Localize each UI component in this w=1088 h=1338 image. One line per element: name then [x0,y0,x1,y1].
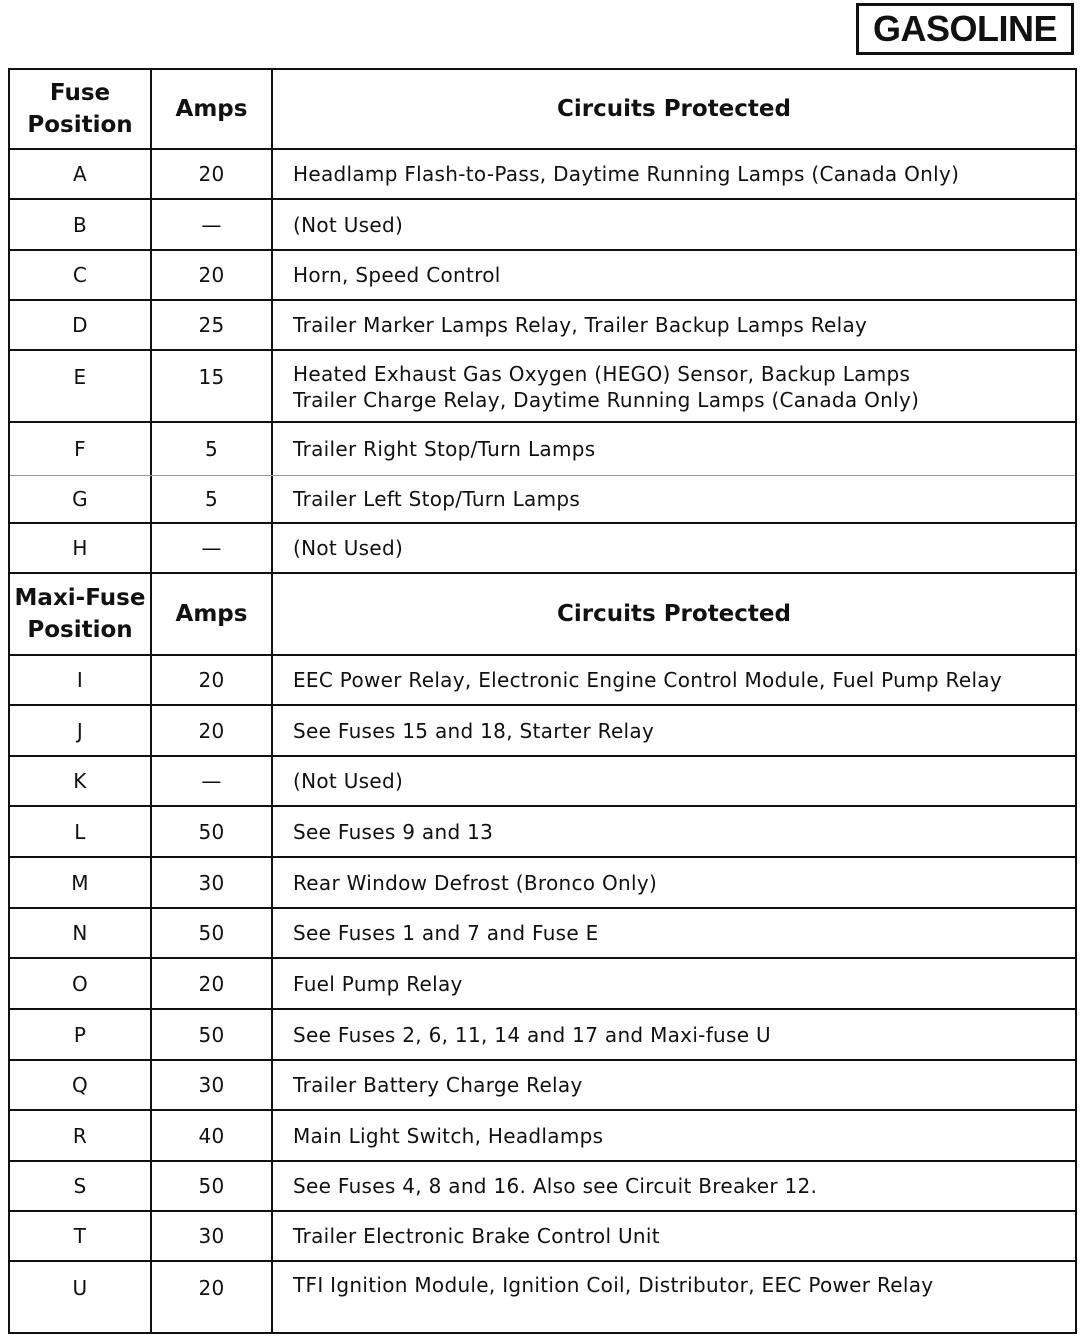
circuits-cell: Horn, Speed Control [293,263,501,287]
position-cell: P [10,1010,152,1059]
table-row [10,251,1075,301]
amps-cell: 15 [152,351,273,421]
header-line: Position [27,112,133,138]
table-row [10,858,1075,909]
position-cell: D [10,301,152,349]
table-row [10,757,1075,807]
maxi-fuse-header-row [10,574,1075,656]
circuits-cell: (Not Used) [293,536,404,560]
amps-cell: 20 [152,959,273,1008]
table-row [10,150,1075,200]
circuits-cell: EEC Power Relay, Electronic Engine Control Module, Fuel Pump Relay [293,668,1002,692]
amps-cell: 50 [152,807,273,856]
table-row [10,476,1075,524]
circuits-cell: Fuel Pump Relay [293,971,463,996]
header-line: Position [27,617,133,643]
table-row [10,959,1075,1010]
amps-cell: 20 [152,251,273,299]
table-row [10,524,1075,574]
circuits-cell: Trailer Electronic Brake Control Unit [293,1224,660,1248]
table-row [10,1010,1075,1061]
table-row [10,909,1075,959]
circuits-line: Trailer Charge Relay, Daytime Running Lamps (Canada Only) [293,388,920,412]
position-cell: B [10,200,152,249]
circuits-cell: (Not Used) [293,769,404,793]
gasoline-badge: GASOLINE [856,3,1074,55]
position-cell: K [10,757,152,805]
position-cell: E [10,351,152,421]
amps-cell: 20 [152,656,273,704]
table-row [10,1262,1075,1332]
circuits-header: Circuits Protected [557,601,791,627]
position-cell: Q [10,1061,152,1109]
position-cell: J [10,706,152,755]
circuits-cell: See Fuses 9 and 13 [293,819,494,844]
header-line: Maxi-Fuse [14,585,146,611]
circuits-cell [273,351,1075,421]
amps-header: Amps [152,574,273,654]
position-cell: C [10,251,152,299]
table-row [10,351,1075,423]
table-row [10,423,1075,476]
amps-cell: — [152,524,273,572]
header-line: Fuse [49,80,111,106]
amps-cell: 25 [152,301,273,349]
circuits-cell: See Fuses 4, 8 and 16. Also see Circuit Breaker 12. [293,1174,818,1198]
position-cell: M [10,858,152,907]
table-row [10,706,1075,757]
position-cell: I [10,656,152,704]
amps-cell: 20 [152,150,273,198]
position-cell: N [10,909,152,957]
amps-cell: 50 [152,1010,273,1059]
circuits-cell: Trailer Marker Lamps Relay, Trailer Backup Lamps Relay [293,313,868,337]
position-cell: H [10,524,152,572]
amps-cell: 50 [152,1162,273,1210]
position-cell: R [10,1111,152,1160]
position-cell: F [10,423,152,475]
circuits-cell: Main Light Switch, Headlamps [293,1123,604,1148]
amps-cell: 5 [152,476,273,522]
circuits-cell: Trailer Left Stop/Turn Lamps [293,487,581,511]
table-row [10,807,1075,858]
circuits-cell: Trailer Battery Charge Relay [293,1073,583,1097]
circuits-cell: Headlamp Flash-to-Pass, Daytime Running Lamps (Canada Only) [293,162,960,186]
amps-cell: 50 [152,909,273,957]
table-row [10,1212,1075,1262]
amps-cell: 20 [152,1262,273,1332]
position-cell: A [10,150,152,198]
table-row [10,301,1075,351]
fuse-table [8,68,1077,1334]
amps-cell: 30 [152,1061,273,1109]
table-row [10,1061,1075,1111]
circuits-cell: TFI Ignition Module, Ignition Coil, Distributor, EEC Power Relay [293,1273,934,1297]
table-row [10,200,1075,251]
circuits-cell: See Fuses 15 and 18, Starter Relay [293,718,655,743]
amps-cell: — [152,200,273,249]
circuits-line: Heated Exhaust Gas Oxygen (HEGO) Sensor, Backup Lamps [293,362,911,386]
circuits-cell: Rear Window Defrost (Bronco Only) [293,870,658,895]
amps-cell: 30 [152,858,273,907]
fuse-header-row [10,70,1075,150]
circuits-cell: See Fuses 2, 6, 11, 14 and 17 and Maxi-fuse U [293,1022,771,1047]
position-cell: O [10,959,152,1008]
position-cell: U [10,1262,152,1332]
position-cell: L [10,807,152,856]
circuits-header: Circuits Protected [557,96,791,122]
circuits-cell: See Fuses 1 and 7 and Fuse E [293,921,599,945]
table-row [10,1111,1075,1162]
table-row [10,1162,1075,1212]
maxi-fuse-position-header [10,574,152,654]
amps-cell: 30 [152,1212,273,1260]
circuits-cell: (Not Used) [293,212,404,237]
fuse-position-header [10,70,152,148]
position-cell: T [10,1212,152,1260]
amps-cell: 40 [152,1111,273,1160]
amps-cell: 20 [152,706,273,755]
circuits-cell: Trailer Right Stop/Turn Lamps [293,437,596,461]
position-cell: S [10,1162,152,1210]
amps-header: Amps [152,70,273,148]
amps-cell: 5 [152,423,273,475]
table-row [10,656,1075,706]
amps-cell: — [152,757,273,805]
position-cell: G [10,476,152,522]
